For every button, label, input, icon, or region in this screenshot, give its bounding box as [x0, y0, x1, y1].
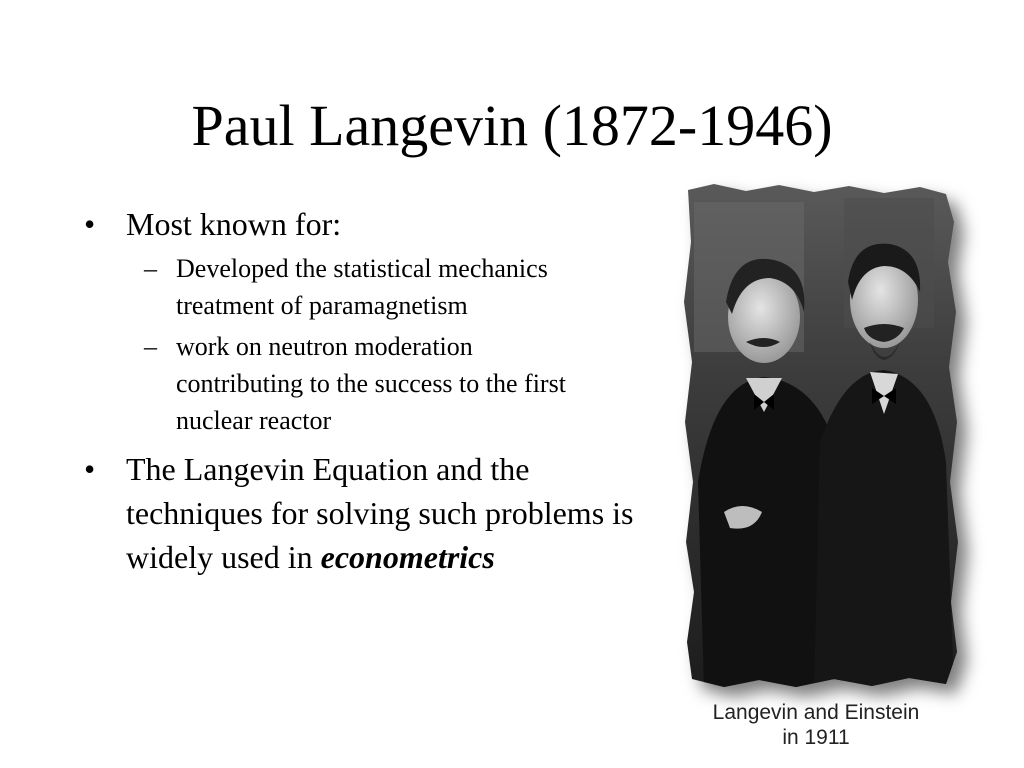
photo-caption: [682, 700, 950, 750]
historical-photo: [684, 182, 960, 690]
bullet-marker: •: [84, 451, 96, 487]
bullet-text: Most known for:: [126, 206, 342, 242]
sub-bullet-marker: –: [144, 332, 157, 361]
bullet-marker: •: [84, 206, 96, 242]
slide-title: Paul Langevin (1872-1946): [191, 93, 833, 158]
sub-bullet-marker: –: [144, 254, 157, 283]
sub-bullet-text: Developed the statistical mechanics treatment of paramagnetism: [176, 254, 548, 320]
caption-line: Langevin and Einstein: [712, 701, 920, 724]
bullet-list: [84, 202, 644, 579]
bullet-item: [84, 202, 644, 439]
emphasis-text: econometrics: [320, 539, 495, 575]
sub-bullet-text: work on neutron moderation contributing to the success to the first nuclear reactor: [176, 332, 566, 435]
bullet-item: [84, 447, 644, 579]
caption-line: in 1911: [782, 726, 850, 749]
sub-bullet-list: [126, 250, 644, 439]
bullet-text: The Langevin Equation and the techniques for solving such problems is widely used in: [126, 451, 634, 575]
sub-bullet-item: [126, 328, 576, 439]
photo-frame: [684, 182, 960, 690]
sub-bullet-item: [126, 250, 576, 324]
